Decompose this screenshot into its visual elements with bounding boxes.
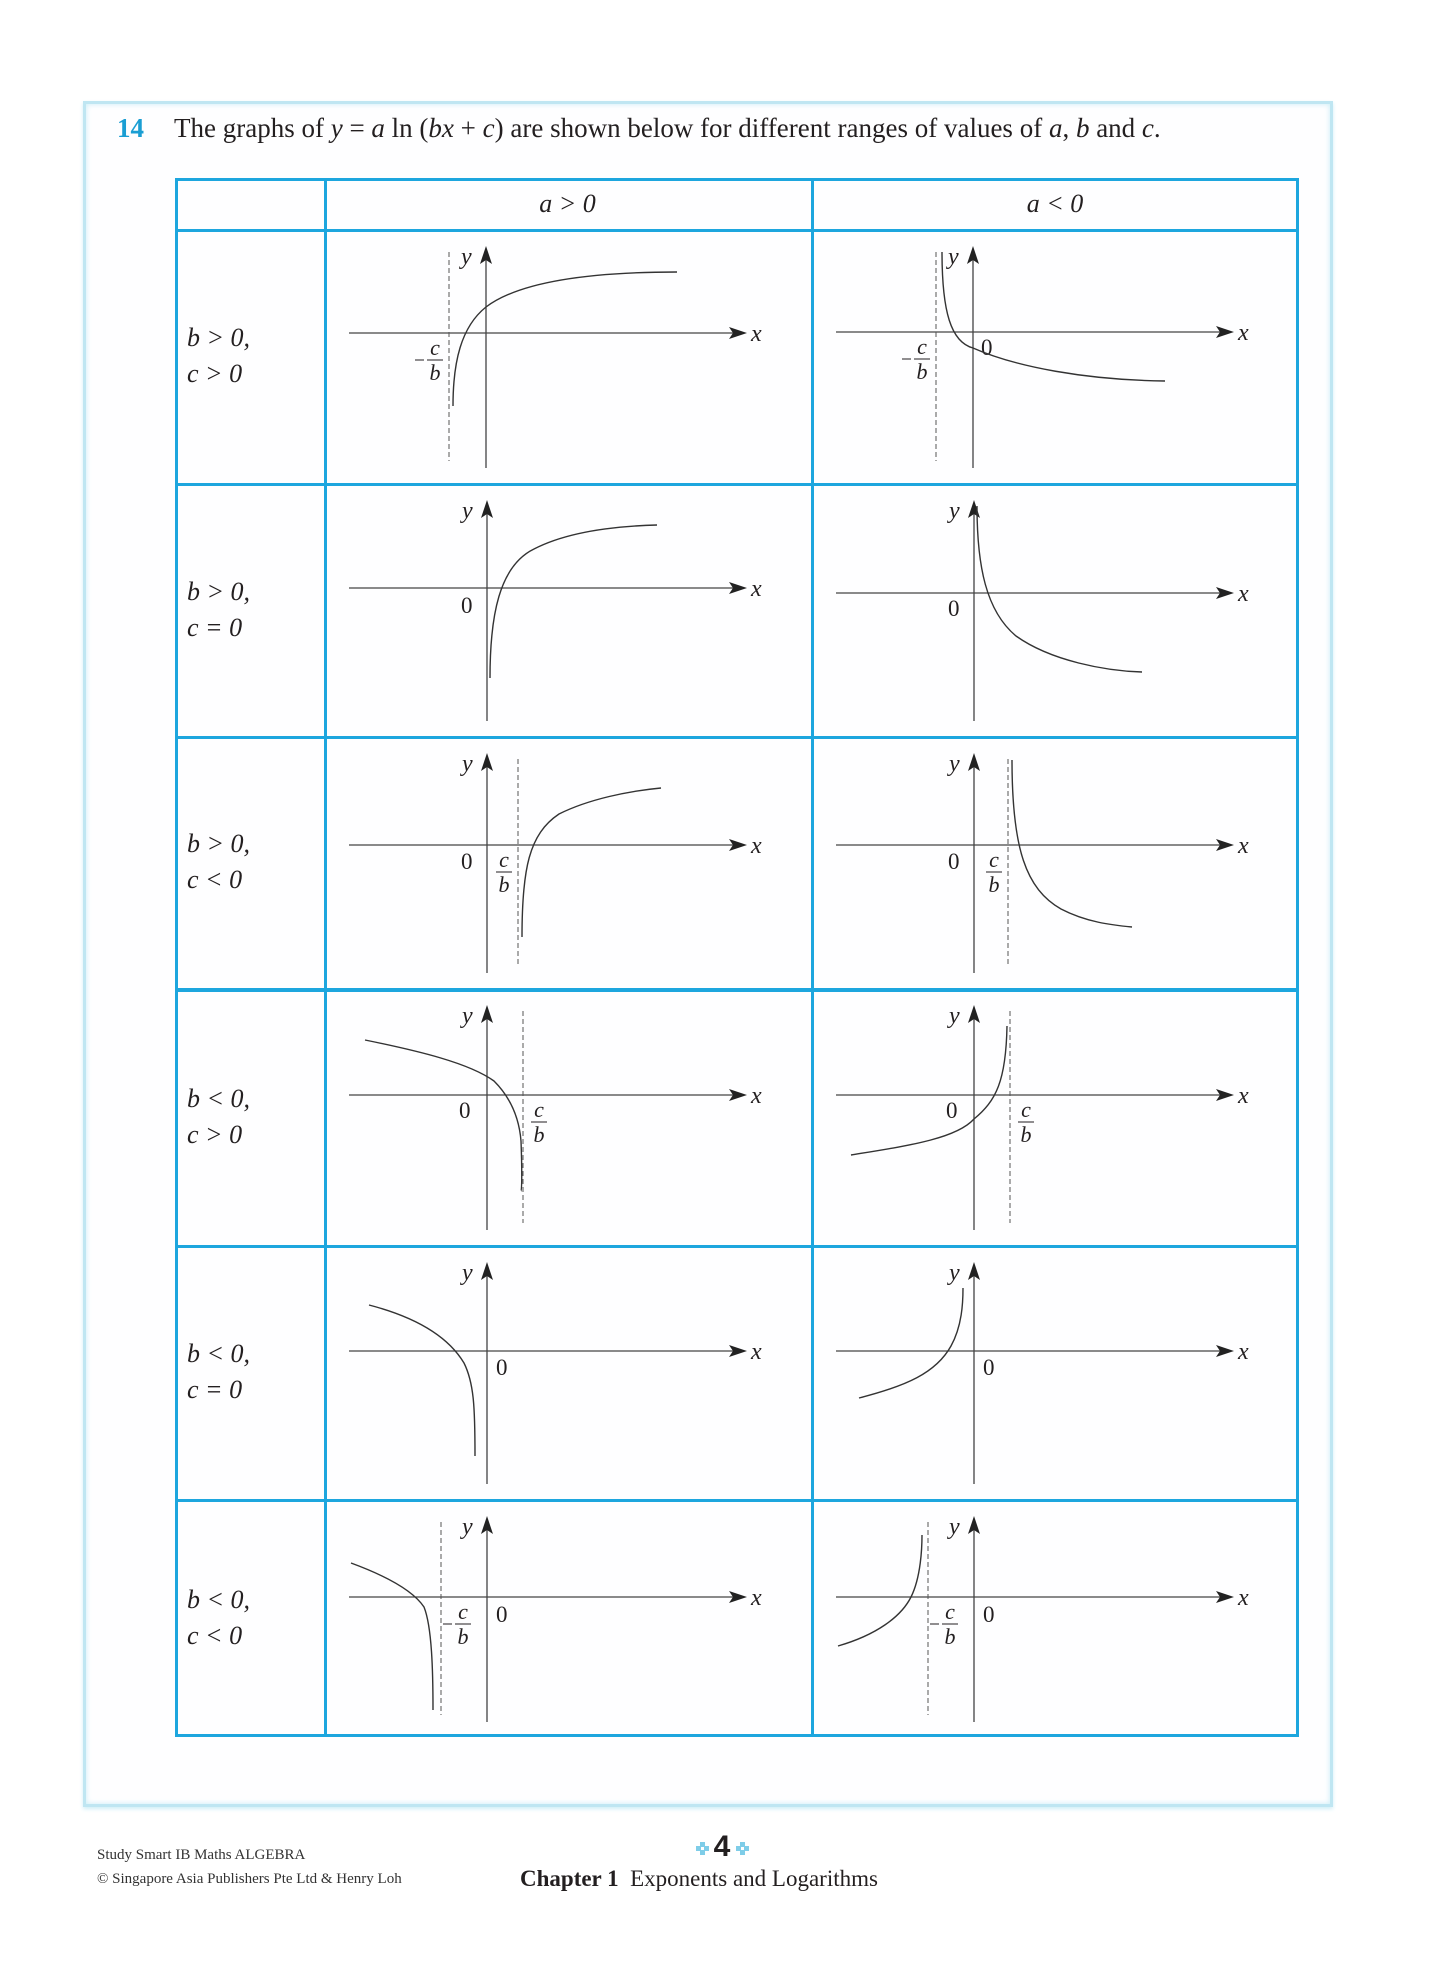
log-graph	[327, 991, 811, 1245]
graph-cell	[327, 232, 811, 483]
column-header-a-positive: a > 0	[539, 188, 596, 218]
log-graph	[814, 1502, 1298, 1737]
svg-text:0: 0	[496, 1355, 508, 1380]
svg-text:c: c	[917, 334, 927, 359]
svg-text:y: y	[949, 1260, 960, 1286]
svg-text:b: b	[1020, 1122, 1032, 1147]
copyright: © Singapore Asia Publishers Pte Ltd & Henry Loh	[97, 1871, 402, 1887]
question-number: 14	[117, 113, 144, 143]
graph-cell	[814, 1502, 1298, 1737]
svg-text:y: y	[462, 1260, 473, 1286]
svg-text:y: y	[949, 498, 960, 524]
log-curve	[369, 1305, 475, 1456]
svg-text:0: 0	[948, 596, 960, 621]
chapter-heading	[520, 1866, 878, 1892]
log-graph	[814, 739, 1298, 988]
table-row-divider	[175, 178, 1299, 181]
svg-text:x: x	[751, 321, 762, 347]
svg-text:y: y	[462, 1514, 473, 1540]
log-curve	[1012, 760, 1132, 927]
svg-text:y: y	[462, 498, 473, 524]
log-curve	[859, 1288, 963, 1398]
log-graph	[814, 232, 1298, 483]
svg-text:y: y	[462, 1003, 473, 1029]
svg-text:x: x	[751, 1339, 762, 1365]
log-graph	[814, 486, 1298, 736]
log-curve	[522, 788, 661, 937]
chapter-label: Chapter 1	[520, 1866, 619, 1891]
log-curve	[977, 506, 1142, 672]
row-condition-label: b > 0, c < 0	[187, 829, 251, 894]
svg-text:x: x	[1238, 1339, 1249, 1365]
book-title: Study Smart IB Maths ALGEBRA	[97, 1847, 306, 1863]
table-column-divider	[175, 178, 178, 1737]
svg-text:0: 0	[948, 849, 960, 874]
svg-text:x: x	[751, 833, 762, 859]
svg-text:c: c	[989, 847, 999, 872]
column-header-a-negative: a < 0	[1026, 188, 1084, 218]
svg-text:0: 0	[946, 1098, 958, 1123]
diamond-ornament-icon	[696, 1842, 708, 1854]
svg-text:x: x	[751, 1083, 762, 1109]
graph-cell	[327, 1502, 811, 1737]
log-curve	[351, 1563, 433, 1710]
svg-text:b: b	[916, 359, 928, 384]
question-text: The graphs of y = a ln (bx + c) are shown below for different ranges of values of a, b and c.	[174, 113, 1161, 143]
svg-text:y: y	[949, 751, 960, 777]
graph-cell	[814, 1248, 1298, 1499]
graph-cell	[814, 739, 1298, 988]
diamond-ornament-icon	[736, 1842, 748, 1854]
graph-cell	[327, 739, 811, 988]
graph-cell	[814, 486, 1298, 736]
log-curve	[365, 1040, 522, 1191]
svg-text:0: 0	[459, 1098, 471, 1123]
svg-text:b: b	[988, 872, 1000, 897]
svg-text:b: b	[457, 1624, 469, 1649]
svg-text:x: x	[1238, 1083, 1249, 1109]
chapter-title: Exponents and Logarithms	[630, 1866, 878, 1891]
log-graph	[327, 1248, 811, 1499]
graph-cell	[814, 991, 1298, 1245]
log-curve	[838, 1535, 922, 1646]
svg-text:x: x	[1238, 1585, 1249, 1611]
svg-text:y: y	[949, 1514, 960, 1540]
graph-cell	[814, 232, 1298, 483]
graph-cell	[327, 486, 811, 736]
svg-text:c: c	[1021, 1097, 1031, 1122]
log-graph	[327, 232, 811, 483]
row-condition-label: b < 0, c > 0	[187, 1083, 251, 1149]
svg-text:0: 0	[461, 849, 473, 874]
svg-text:y: y	[462, 751, 473, 777]
log-curve	[851, 1026, 1007, 1155]
svg-text:c: c	[499, 847, 509, 872]
svg-text:b: b	[498, 872, 510, 897]
row-condition-label: b > 0, c > 0	[187, 323, 251, 388]
graph-cell	[327, 1248, 811, 1499]
log-curve	[942, 252, 1165, 381]
svg-text:x: x	[751, 576, 762, 602]
svg-text:y: y	[949, 1003, 960, 1029]
graphs-table	[175, 178, 1299, 1737]
svg-text:b: b	[429, 360, 441, 385]
log-graph	[327, 739, 811, 988]
svg-text:0: 0	[983, 1355, 995, 1380]
log-graph	[327, 486, 811, 736]
svg-text:y: y	[948, 244, 959, 270]
svg-text:c: c	[945, 1599, 955, 1624]
svg-text:c: c	[458, 1599, 468, 1624]
row-condition-label: b > 0, c = 0	[187, 576, 251, 642]
log-curve	[490, 525, 657, 678]
svg-text:b: b	[944, 1624, 956, 1649]
log-graph	[814, 991, 1298, 1245]
svg-text:0: 0	[496, 1602, 508, 1627]
row-condition-label: b < 0, c < 0	[187, 1585, 251, 1650]
svg-text:c: c	[534, 1097, 544, 1122]
svg-text:x: x	[751, 1585, 762, 1611]
svg-text:c: c	[430, 335, 440, 360]
graph-cell	[327, 991, 811, 1245]
svg-text:x: x	[1238, 581, 1249, 607]
footer-credits	[97, 1843, 402, 1891]
svg-text:x: x	[1238, 833, 1249, 859]
svg-text:b: b	[533, 1122, 545, 1147]
svg-text:0: 0	[981, 335, 993, 360]
row-condition-label: b < 0, c = 0	[187, 1339, 251, 1404]
page-number: 4	[672, 1830, 772, 1864]
svg-text:x: x	[1238, 320, 1249, 346]
svg-text:y: y	[461, 244, 472, 270]
svg-text:0: 0	[983, 1602, 995, 1627]
svg-text:0: 0	[461, 593, 473, 618]
log-graph	[327, 1502, 811, 1737]
log-graph	[814, 1248, 1298, 1499]
